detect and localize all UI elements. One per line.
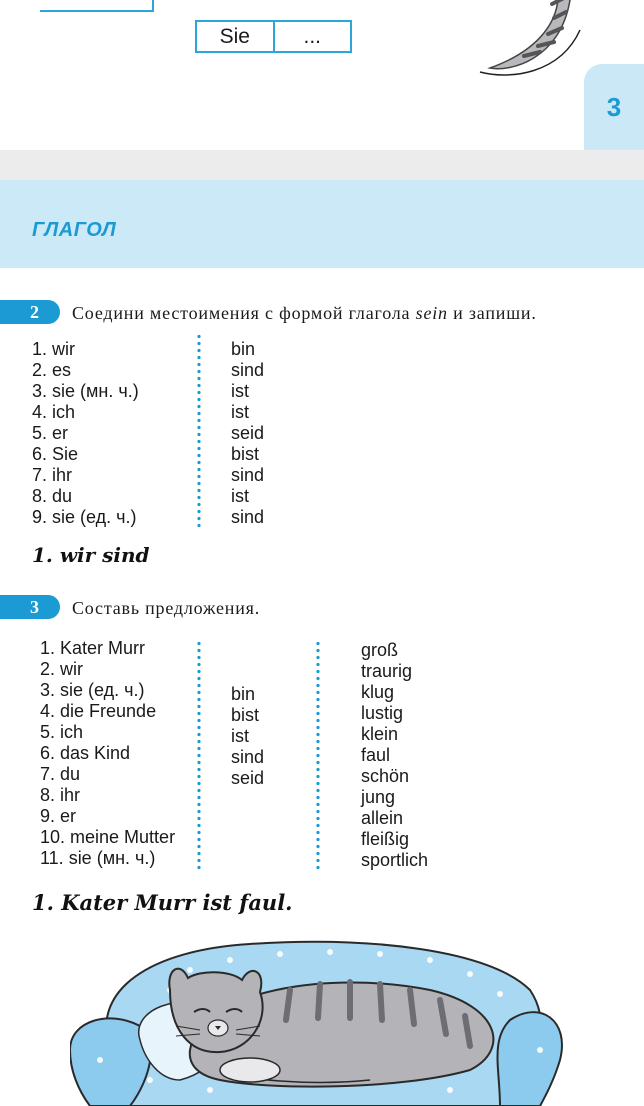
list-item: bist: [231, 444, 260, 464]
list-item: 2. es: [32, 360, 72, 380]
list-item: sind: [231, 507, 265, 527]
list-item: 4. ich: [32, 402, 76, 422]
page-divider: [0, 150, 644, 180]
list-item: ist: [231, 402, 249, 422]
list-item: 7. du: [40, 764, 81, 784]
list-item: sind: [231, 360, 265, 380]
list-item: 9. er: [40, 806, 77, 826]
task-3-subject-list: [40, 638, 175, 869]
list-item: ist: [231, 381, 249, 401]
task-2-prompt-verb: sein: [415, 303, 448, 323]
list-item: traurig: [361, 661, 413, 681]
list-item: 1. wir: [32, 339, 76, 359]
pronoun-table-fragment: [195, 20, 352, 53]
task-3-verb-list: [231, 684, 264, 789]
list-item: 1. Kater Murr: [40, 638, 146, 658]
table-fragment-border: [40, 0, 154, 12]
task-3-prompt: Составь предложения.: [72, 598, 261, 618]
list-item: 11. sie (мн. ч.): [40, 848, 156, 868]
task-3-dotted-divider-left: [197, 640, 201, 870]
cat-tail-illustration: [470, 0, 590, 90]
task-3-badge: 3: [0, 595, 60, 619]
task-2-prompt-end: и запиши.: [447, 303, 537, 323]
list-item: 9. sie (ед. ч.): [32, 507, 137, 527]
table-cell-blank: ...: [273, 22, 351, 51]
task-2-prompt-start: Соедини местоимения с формой глагола: [72, 303, 416, 323]
list-item: klug: [361, 682, 395, 702]
list-item: ist: [231, 726, 249, 746]
list-item: 8. ihr: [40, 785, 81, 805]
list-item: faul: [361, 745, 391, 765]
list-item: 6. das Kind: [40, 743, 131, 763]
list-item: 2. wir: [40, 659, 84, 679]
task-3-adjective-list: [361, 640, 428, 871]
list-item: 5. ich: [40, 722, 84, 742]
page-number-tab: 3: [584, 64, 644, 150]
list-item: 10. meine Mutter: [40, 827, 176, 847]
list-item: 4. die Freunde: [40, 701, 157, 721]
task-2-prompt: [72, 303, 537, 324]
table-cell-sie: Sie: [219, 24, 250, 48]
cat-on-sofa-illustration: [70, 930, 570, 1106]
list-item: seid: [231, 768, 265, 788]
list-item: 5. er: [32, 423, 69, 443]
task-2-verb-list: [231, 339, 264, 528]
list-item: sportlich: [361, 850, 429, 870]
task-3-example-answer: 1. Kater Murr ist faul.: [32, 890, 293, 915]
section-title: ГЛАГОЛ: [32, 219, 117, 241]
list-item: klein: [361, 724, 399, 744]
list-item: fleißig: [361, 829, 410, 849]
list-item: bist: [231, 705, 260, 725]
list-item: ist: [231, 486, 249, 506]
list-item: schön: [361, 766, 410, 786]
task-2-example-answer: 1. wir sind: [32, 543, 150, 567]
list-item: 7. ihr: [32, 465, 73, 485]
list-item: bin: [231, 339, 256, 359]
list-item: lustig: [361, 703, 404, 723]
list-item: groß: [361, 640, 399, 660]
list-item: 3. sie (мн. ч.): [32, 381, 139, 401]
list-item: 8. du: [32, 486, 73, 506]
list-item: allein: [361, 808, 404, 828]
task-3-dotted-divider-right: [316, 640, 320, 870]
list-item: sind: [231, 465, 265, 485]
list-item: 3. sie (ед. ч.): [40, 680, 145, 700]
task-2-pronoun-list: [32, 339, 139, 528]
list-item: 6. Sie: [32, 444, 79, 464]
list-item: seid: [231, 423, 265, 443]
list-item: jung: [361, 787, 396, 807]
list-item: bin: [231, 684, 256, 704]
task-2-badge: 2: [0, 300, 60, 324]
list-item: sind: [231, 747, 265, 767]
task-2-dotted-divider: [197, 333, 201, 527]
